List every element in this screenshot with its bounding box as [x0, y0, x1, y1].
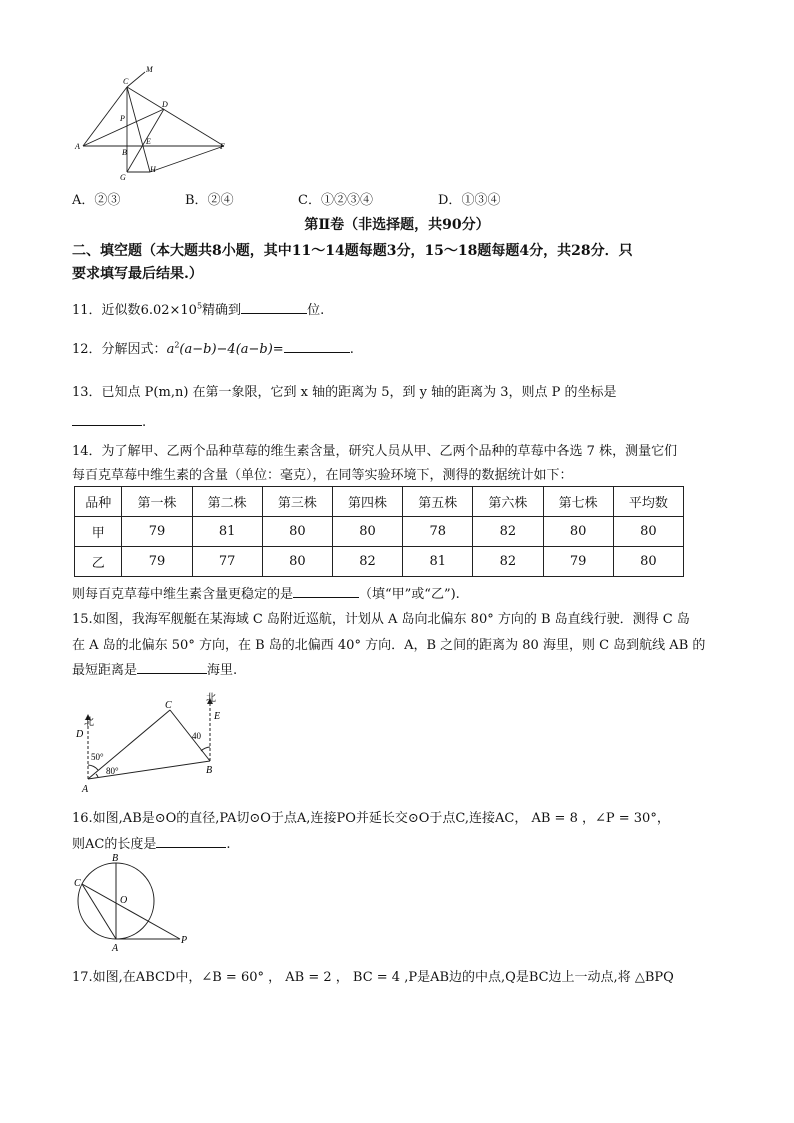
table-cell: 82: [473, 517, 543, 547]
question-16-line2: [72, 833, 230, 852]
question-11: [72, 299, 324, 318]
table-cell: 79: [543, 547, 613, 577]
table-header: 平均数: [613, 487, 683, 517]
q14-after-post: （填“甲”或“乙”).: [359, 587, 460, 602]
figure-island-navigation: [70, 685, 240, 795]
question-14-answer-line: [72, 583, 460, 602]
label-e: E: [214, 711, 221, 722]
label-b: B: [112, 853, 119, 864]
section2-header-line2: 要求填写最后结果.）: [72, 266, 203, 282]
q12-expr-rest: (a−b)−4(a−b)=: [179, 342, 284, 357]
angle-50-label: 50°: [91, 752, 104, 762]
q-num: 13．: [72, 385, 102, 400]
answer-blank[interactable]: [293, 585, 359, 598]
table-header: 第二株: [192, 487, 262, 517]
label-b: B: [122, 148, 127, 157]
table-cell: 甲: [75, 517, 122, 547]
q-num: 15.: [72, 612, 93, 627]
table-cell: 80: [613, 517, 683, 547]
label-a: A: [82, 784, 89, 795]
table-header: 第五株: [403, 487, 473, 517]
question-12: [72, 338, 354, 357]
q12-expr-exp: 2: [174, 340, 180, 350]
choice-key: D．: [438, 193, 462, 208]
label-d: D: [76, 729, 84, 740]
q12-post: .: [349, 342, 354, 357]
q-num: 12．: [72, 342, 102, 357]
q14-after-pre: 则每百克草莓中维生素含量更稳定的是: [72, 587, 294, 602]
q16-pre: 则AC的长度是: [72, 837, 157, 852]
north-label-right: 北: [206, 693, 216, 704]
question-15-line1: [72, 608, 690, 627]
choice-key: C．: [298, 193, 321, 208]
table-cell: 81: [403, 547, 473, 577]
answer-blank[interactable]: [284, 340, 350, 353]
label-b: B: [206, 765, 213, 776]
vitamin-table: [74, 486, 684, 577]
label-f: F: [220, 142, 225, 151]
q16-post: .: [226, 837, 231, 852]
table-cell: 79: [122, 547, 192, 577]
question-13-answer-line: [72, 413, 146, 430]
question-17-line1: 17.如图,在ABCD中，∠B = 60° ， AB = 2 ， BC = 4 ,P是AB边的中点,Q是BC边上一动点,将 △BPQ: [72, 970, 674, 985]
q11-mantissa: 6.02×10: [140, 303, 197, 318]
q11-mid: 精确到: [202, 303, 242, 318]
angle-80-label: 80°: [106, 766, 119, 776]
question-14-line1: [72, 440, 677, 459]
choice-value: ①③④: [461, 193, 501, 208]
choice-c: [298, 189, 373, 208]
q11-exponent: 5: [196, 301, 203, 311]
question-15-line3: [72, 659, 237, 678]
label-e: E: [146, 137, 151, 146]
table-header: 第四株: [332, 487, 402, 517]
answer-blank[interactable]: [72, 413, 142, 426]
answer-blank[interactable]: [241, 301, 307, 314]
table-header: 第六株: [473, 487, 543, 517]
table-cell: 80: [262, 547, 332, 577]
figure-triangle-construction: [70, 60, 240, 185]
q11-post: 位.: [307, 303, 325, 318]
choice-a: [72, 189, 120, 208]
label-a: A: [75, 142, 80, 151]
table-cell: 81: [192, 517, 262, 547]
question-15-line2: 在 A 岛的北偏东 50° 方向，在 B 岛的北偏西 40° 方向．A，B 之间的距离为 80 海里，则 C 岛到航线 AB 的: [72, 638, 706, 653]
label-c: C: [123, 77, 129, 86]
label-d: D: [162, 100, 168, 109]
table-cell: 77: [192, 547, 262, 577]
q15-post: 海里.: [207, 663, 238, 678]
section2-header-line1: 二、填空题（本大题共8小题，其中11～14题每题3分，15～18题每题4分，共28分．只: [72, 243, 633, 259]
q12-pre: 分解因式：: [101, 342, 167, 357]
table-row: [75, 517, 684, 547]
north-label-left: 北: [84, 717, 94, 728]
table-cell: 79: [122, 517, 192, 547]
table-header: 第三株: [262, 487, 332, 517]
q12-expr-a: a: [166, 342, 175, 357]
label-g: G: [120, 173, 126, 182]
question-13: [72, 381, 617, 400]
choice-value: ②④: [207, 193, 234, 208]
table-header: 品种: [75, 487, 122, 517]
q15-text-1: 如图，我海军舰艇在某海域 C 岛附近巡航，计划从 A 岛向北偏东 80° 方向的 B 岛直线行驶．测得 C 岛: [92, 612, 690, 627]
label-c: C: [74, 878, 81, 889]
part2-title: 第Ⅱ卷（非选择题，共90分）: [304, 217, 490, 233]
answer-blank[interactable]: [156, 835, 226, 848]
question-16-line1: 16.如图,AB是⊙O的直径,PA切⊙O于点A,连接PO并延长交⊙O于点C,连接AC， AB = 8 ，∠P = 30°，: [72, 811, 670, 826]
q13-text: 已知点 P(m,n) 在第一象限，它到 x 轴的距离为 5，到 y 轴的距离为 3，则点 P 的坐标是: [101, 385, 617, 400]
table-cell: 82: [473, 547, 543, 577]
label-p: P: [181, 935, 188, 946]
q14-text-1: 为了解甲、乙两个品种草莓的维生素含量，研究人员从甲、乙两个品种的草莓中各选 7 株，测量它们: [101, 444, 678, 459]
label-m: M: [146, 65, 153, 74]
table-cell: 乙: [75, 547, 122, 577]
table-header: 第七株: [543, 487, 613, 517]
label-c: C: [165, 700, 172, 711]
q13-end: .: [142, 415, 147, 430]
choice-b: [185, 189, 234, 208]
table-cell: 78: [403, 517, 473, 547]
choice-value: ①②③④: [320, 193, 373, 208]
table-cell: 80: [613, 547, 683, 577]
table-cell: 82: [332, 547, 402, 577]
question-14-line2: 每百克草莓中维生素的含量（单位：毫克），在同等实验环境下，测得的数据统计如下：: [72, 468, 573, 483]
label-p: P: [120, 114, 125, 123]
table-header: 第一株: [122, 487, 192, 517]
table-row: [75, 547, 684, 577]
angle-40-label: 40: [192, 731, 201, 741]
q-num: 11．: [72, 303, 102, 318]
q15-pre: 最短距离是: [72, 663, 138, 678]
choice-key: A．: [72, 193, 95, 208]
table-cell: 80: [262, 517, 332, 547]
table-cell: 80: [543, 517, 613, 547]
choice-value: ②③: [94, 193, 121, 208]
label-a: A: [112, 943, 119, 954]
table-cell: 80: [332, 517, 402, 547]
table-header-row: [75, 487, 684, 517]
q-num: 14．: [72, 444, 102, 459]
label-h: H: [150, 165, 156, 174]
figure-circle-tangent: [70, 852, 200, 954]
label-o: O: [120, 895, 128, 906]
answer-blank[interactable]: [137, 661, 207, 674]
q11-pre: 近似数: [101, 303, 141, 318]
choice-key: B．: [185, 193, 208, 208]
choice-d: [438, 189, 500, 208]
